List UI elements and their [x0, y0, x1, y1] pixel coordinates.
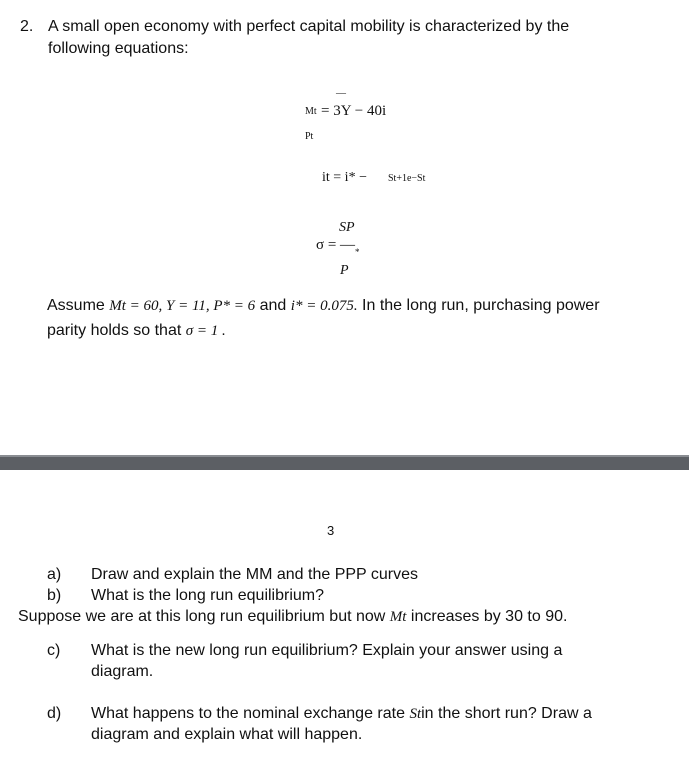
- eq3-lhs: σ = —: [316, 237, 356, 253]
- question-a-label: a): [47, 566, 62, 583]
- eq3-star: *: [355, 247, 360, 257]
- question-d-prefix: What happens to the nominal exchange rate: [91, 705, 405, 722]
- eq2-rhs: St+1e−St: [388, 173, 426, 184]
- question-c-label: c): [47, 642, 61, 659]
- question-c-text-2: diagram.: [91, 663, 154, 680]
- question-b-label: b): [47, 587, 62, 604]
- eq3-denominator: P: [340, 263, 349, 278]
- suppose-suffix: increases by 30 to 90.: [410, 608, 568, 625]
- page-divider: [0, 457, 689, 470]
- assume-line-2: [47, 322, 226, 340]
- question-number: 2.: [20, 18, 34, 35]
- question-d-text-2: diagram and explain what will happen.: [91, 726, 363, 743]
- suppose-prefix: Suppose we are at this long run equilibrium but now: [18, 608, 386, 625]
- suppose-m: Mt: [389, 609, 407, 625]
- eq1-bar: —: [336, 88, 346, 99]
- assume-prefix: Assume: [47, 297, 105, 314]
- question-c-text-1: What is the new long run equilibrium? Explain your answer using a: [91, 642, 563, 659]
- question-b-text: What is the long run equilibrium?: [91, 587, 325, 604]
- intro-line-1: A small open economy with perfect capital mobility is characterized by the: [48, 18, 570, 35]
- assume-and: and: [259, 297, 287, 314]
- assume-suffix: In the long run, purchasing power: [362, 297, 600, 314]
- question-d-label: d): [47, 705, 62, 722]
- eq3-numerator: SP: [339, 220, 355, 235]
- question-d-text-1: [91, 705, 592, 723]
- assume-values: Mt = 60, Y = 11, P* = 6: [109, 298, 256, 314]
- assume-line2-prefix: parity holds so that: [47, 322, 182, 339]
- question-d-suffix: in the short run? Draw a: [421, 705, 592, 722]
- question-d-s: St: [409, 706, 422, 722]
- eq1-lhs-top: Mt: [305, 106, 317, 117]
- page-number: 3: [327, 523, 335, 538]
- question-a-text: Draw and explain the MM and the PPP curves: [91, 566, 418, 583]
- assume-i-star: i* = 0.075.: [290, 298, 358, 314]
- eq1-lhs-bottom: Pt: [305, 131, 314, 142]
- assume-sigma: σ = 1 .: [185, 323, 226, 339]
- assume-line-1: [47, 297, 600, 315]
- suppose-line: [18, 608, 567, 626]
- intro-line-2: following equations:: [48, 40, 189, 57]
- eq2-lhs: it = i* −: [322, 170, 367, 185]
- eq1-rhs: = 3Y − 40i: [321, 103, 387, 119]
